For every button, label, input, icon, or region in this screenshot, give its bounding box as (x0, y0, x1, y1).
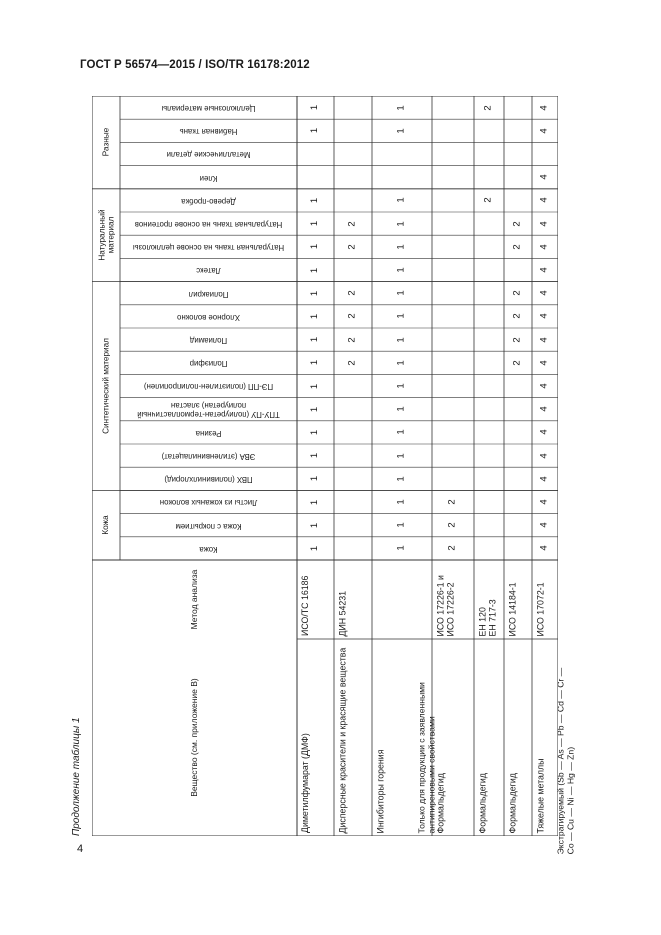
table-value: 1 (395, 197, 407, 204)
substance-name: Формальдегид (435, 772, 445, 833)
table-value (474, 444, 504, 467)
material-group-label: Синтетический материал (101, 338, 111, 434)
material-group-label: Кожа (101, 515, 111, 535)
table-value: 1 (395, 313, 407, 320)
table-value: 2 (482, 104, 494, 111)
material-name: Клеи (199, 173, 218, 183)
table-value (504, 444, 532, 467)
table-value (432, 351, 474, 374)
table-value: 4 (538, 267, 550, 273)
table-value: 4 (538, 197, 550, 204)
material-name: Резина (195, 428, 222, 438)
table-value (334, 537, 372, 560)
table-value (432, 282, 474, 305)
table-value: 1 (309, 197, 321, 204)
table-value (432, 444, 474, 467)
table-value (432, 258, 474, 281)
table-value: 2 (511, 336, 523, 343)
table-value (334, 142, 372, 165)
table-value (504, 490, 532, 513)
table-value: 4 (538, 336, 550, 343)
table-value: 2 (446, 499, 458, 505)
table-value (297, 142, 334, 165)
table-value: 4 (538, 429, 550, 436)
table-value: 2 (511, 220, 523, 227)
table-value (432, 166, 474, 189)
table-value: 4 (538, 290, 550, 296)
table-value: 1 (395, 128, 407, 134)
table-value: 1 (309, 104, 321, 111)
table-value: 1 (309, 244, 321, 250)
table-value: 1 (395, 522, 407, 528)
table-value (474, 351, 504, 374)
table-value (504, 537, 532, 560)
table-value (334, 374, 372, 397)
table-value: 2 (511, 290, 523, 296)
table-value: 1 (395, 104, 407, 111)
table-value (504, 189, 532, 212)
table-value (504, 421, 532, 444)
table-value (474, 235, 504, 258)
table-value (432, 467, 474, 490)
table-value: 2 (446, 522, 458, 528)
table-value (474, 490, 504, 513)
material-group-label: Разные (101, 128, 111, 157)
table-value: 4 (538, 406, 550, 412)
table-value (432, 189, 474, 212)
table-value (474, 212, 504, 235)
table-value (432, 328, 474, 351)
table-value: 4 (538, 104, 550, 111)
table-value (372, 142, 432, 165)
table-value (297, 166, 334, 189)
method-cell: ЕН 120 ЕН 717-3 (477, 598, 498, 636)
material-name: Листы из кожаных волокон (159, 498, 258, 508)
table-value: 2 (346, 290, 358, 296)
table-value: 2 (346, 336, 358, 343)
table-value (474, 328, 504, 351)
substance-name: Формальдегид (477, 772, 487, 833)
method-header: Метод анализа (188, 569, 199, 630)
table-value (474, 166, 504, 189)
table-value (474, 258, 504, 281)
table-value: 1 (395, 336, 407, 343)
table-value (432, 119, 474, 142)
table-value: 4 (538, 244, 550, 250)
table-value (334, 258, 372, 281)
table-value (334, 189, 372, 212)
substance-note: Только для продукции с заявленными антипиреновыми свойствами (416, 681, 436, 833)
table-value (432, 374, 474, 397)
table-value: 1 (395, 476, 407, 482)
table-value: 1 (309, 267, 321, 273)
material-name: Набивная ткань (179, 127, 238, 137)
table-value: 2 (511, 360, 523, 366)
table-value: 1 (395, 220, 407, 227)
material-name: Полиэфир (189, 359, 228, 369)
material-name: Латекс (196, 266, 221, 276)
table-value (432, 235, 474, 258)
table-value: 1 (395, 499, 407, 505)
material-name: Целлюлозные материалы (161, 104, 256, 114)
table-value (334, 467, 372, 490)
table-value (334, 421, 372, 444)
table-value: 1 (395, 545, 407, 552)
table-value: 1 (395, 406, 407, 412)
table-value (474, 374, 504, 397)
table-value: 4 (538, 360, 550, 366)
material-name: Полиакрил (188, 289, 229, 299)
material-name: Кожа с покрытием (175, 521, 242, 531)
table-value (334, 490, 372, 513)
table-value: 1 (309, 522, 321, 528)
table-value (532, 142, 558, 165)
method-cell (372, 560, 432, 639)
table-value (474, 142, 504, 165)
method-cell: ИСО 17226-1 и ИСО 17226-2 (435, 574, 456, 636)
substance-name: Формальдегид (507, 772, 517, 833)
table-value (432, 305, 474, 328)
table-value (432, 212, 474, 235)
material-name: ПЭ-ПП (полиэтилен-полипропилен) (143, 382, 274, 392)
table-value: 1 (309, 336, 321, 343)
material-group-label: Натуральный материал (96, 209, 116, 261)
material-name: Кожа (199, 544, 218, 554)
table-value: 4 (538, 476, 550, 482)
method-cell: ИСО 14184-1 (507, 581, 517, 636)
table-value: 4 (538, 220, 550, 227)
table-value: 2 (346, 360, 358, 366)
table-value: 2 (446, 545, 458, 552)
table-value: 1 (395, 383, 407, 389)
material-name: Полиамид (189, 336, 228, 346)
table-value: 1 (309, 383, 321, 389)
document-header: ГОСТ Р 56574—2015 / ISO/TR 16178:2012 (80, 59, 310, 71)
table-value: 4 (538, 383, 550, 389)
table-value: 1 (309, 128, 321, 134)
table-value: 4 (538, 452, 550, 459)
table-caption: Продолжение таблицы 1 (71, 717, 82, 836)
table-value (504, 398, 532, 421)
table-value (504, 119, 532, 142)
table-value (504, 258, 532, 281)
substance-name: Тяжелые металлы (535, 758, 545, 833)
table-value (504, 514, 532, 537)
table-value (474, 467, 504, 490)
table-value (334, 119, 372, 142)
table-value: 2 (482, 197, 494, 204)
table-value: 1 (395, 290, 407, 296)
table-value (432, 421, 474, 444)
table-value: 2 (346, 244, 358, 250)
table-value: 1 (309, 452, 321, 459)
table-value: 1 (309, 499, 321, 505)
table-value: 2 (511, 244, 523, 250)
table-value (372, 166, 432, 189)
table-value (474, 514, 504, 537)
material-name: Дерево-пробка (181, 196, 236, 206)
table-value (334, 444, 372, 467)
table-value: 1 (309, 429, 321, 436)
substance-name: Дисперсные красители и красящие вещества (337, 647, 347, 833)
method-cell: ИСО 17072-1 (535, 581, 545, 636)
material-name: Хлорное волокно (177, 312, 240, 322)
table-value (474, 421, 504, 444)
table-value (334, 514, 372, 537)
table-value (432, 398, 474, 421)
table-value: 1 (309, 360, 321, 366)
substance-name: Диметилфумарат (ДМФ) (300, 733, 310, 833)
substance-name: Ингибиторы горения (375, 749, 385, 833)
material-test-table (92, 96, 575, 854)
method-cell: ДИН 54231 (337, 590, 347, 636)
material-name: ЭВА (этиленвинилацетат) (161, 452, 256, 462)
table-value (504, 467, 532, 490)
table-value (504, 166, 532, 189)
table-value: 4 (538, 313, 550, 320)
table-value (334, 166, 372, 189)
table-value: 4 (538, 545, 550, 552)
table-value: 1 (395, 360, 407, 366)
table-value: 1 (309, 220, 321, 227)
table-value (474, 305, 504, 328)
table-value: 4 (538, 499, 550, 505)
table-value (432, 96, 474, 119)
table-value (504, 142, 532, 165)
material-name: Металлические детали (166, 150, 251, 160)
table-value: 1 (395, 429, 407, 436)
page-number: 4 (77, 843, 84, 855)
material-name: Натуральная ткань на основе целлюлозы (132, 243, 285, 253)
table-value: 2 (346, 313, 358, 320)
table-value: 1 (309, 313, 321, 320)
table-value (334, 96, 372, 119)
table-value: 1 (309, 545, 321, 552)
table-value (504, 96, 532, 119)
table-value (474, 537, 504, 560)
table-value (474, 398, 504, 421)
table-value: 1 (309, 406, 321, 412)
material-name: Натуральная ткань на основе протеинов (134, 220, 283, 230)
method-cell: ИСО/TC 16186 (300, 575, 310, 636)
table-value: 1 (309, 290, 321, 296)
table-value (474, 282, 504, 305)
table-value: 4 (538, 522, 550, 528)
table-value (474, 119, 504, 142)
table-value: 2 (346, 220, 358, 227)
substance-note: Экстрагируемый (Sb — As — Pb — Cd — Cr — Co — Cu — Ni — Hg — Zn) (555, 667, 575, 854)
table-value (504, 374, 532, 397)
table-value: 2 (511, 313, 523, 320)
table-value (432, 142, 474, 165)
table-value (334, 398, 372, 421)
table-value: 1 (395, 267, 407, 273)
material-name: ТПУ-ПУ (полиуретан-термопластичный полиуретан) эластан (137, 401, 280, 420)
table-value: 1 (395, 452, 407, 459)
table-value: 1 (395, 244, 407, 250)
table-value: 4 (538, 128, 550, 134)
table-value: 4 (538, 174, 550, 180)
material-name: ПВХ (поливинилхлорид) (164, 475, 253, 485)
substance-header: Вещество (см. приложение В) (188, 678, 199, 797)
table-value: 1 (309, 476, 321, 482)
